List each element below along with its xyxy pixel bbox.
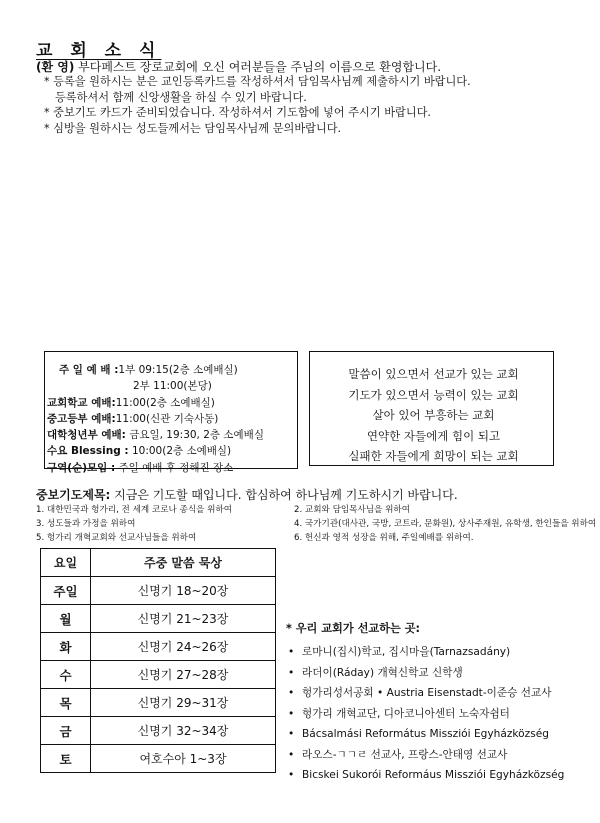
schedule-row [45, 443, 297, 459]
day-cell: 화 [41, 633, 91, 661]
bullet-icon: • [288, 707, 295, 720]
notice-bullet: * [44, 75, 50, 88]
schedule-label: 수요 Blessing : [47, 445, 129, 458]
welcome-line [36, 58, 441, 75]
church-motto-box [309, 351, 554, 466]
bullet-icon: • [288, 728, 295, 740]
day-cell: 월 [41, 605, 91, 633]
table-row [41, 717, 276, 745]
prayer-item: 1. 대한민국과 헝가리, 전 세계 코로나 종식을 위하여 [36, 505, 233, 515]
notice-list [44, 74, 471, 136]
motto-line: 기도가 있으면서 능력이 있는 교회 [348, 387, 519, 402]
schedule-row [45, 427, 297, 443]
day-cell: 수 [41, 661, 91, 689]
prayer-row [36, 503, 596, 517]
schedule-value: 10:00(2층 소예배실) [128, 445, 232, 458]
table-row [41, 577, 276, 605]
mission-text: 헝가리 개혁교단, 디아코니아센터 노숙자쉼터 [302, 707, 510, 720]
schedule-label: 중고등부 예배: [47, 412, 116, 425]
notice-item [44, 105, 471, 121]
bullet-icon: • [288, 769, 295, 781]
mission-text: 헝가리성서공회 • Austria Eisenstadt-이준승 선교사 [302, 687, 552, 699]
table-header-row [41, 549, 276, 577]
reading-cell: 신명기 18~20장 [91, 577, 276, 605]
schedule-label: 교회학교 예배: [47, 396, 116, 409]
motto-line: 살아 있어 부흥하는 교회 [372, 408, 495, 422]
notice-bullet: * [44, 121, 50, 135]
notice-text: 등록을 원하시는 분은 교인등록카드를 작성하셔서 담임목사님께 제출하시기 바랍니다. [53, 75, 471, 88]
schedule-value: 1부 09:15(2층 소예배실) [118, 364, 238, 376]
notice-text: 중보기도 카드가 준비되었습니다. 작성하셔서 기도함에 넣어 주시기 바랍니다. [53, 106, 431, 119]
column-header-day: 요일 [41, 549, 91, 577]
prayer-heading [36, 486, 458, 503]
mission-text: Bicskei Sukorói Reformáus Missziói Egyházközség [302, 769, 565, 781]
mission-text: 로마니(집시)학교, 집시마을(Tarnazsadány) [302, 646, 511, 658]
welcome-label: (환 영) [36, 60, 75, 74]
reading-cell: 여호수아 1~3장 [91, 745, 276, 773]
notice-text-continued: 등록하셔서 함께 신앙생활을 하실 수 있기 바랍니다. [55, 90, 307, 104]
bullet-icon: • [288, 687, 295, 699]
welcome-text: 부다페스트 장로교회에 오신 여러분들을 주님의 이름으로 환영합니다. [74, 60, 442, 74]
mission-item [286, 724, 564, 745]
prayer-item: 2. 교회와 담임목사님을 위하여 [294, 505, 411, 515]
mission-item [286, 642, 564, 663]
notice-text: 심방을 원하시는 성도들께서는 담임목사님께 문의바랍니다. [53, 121, 342, 135]
reading-cell: 신명기 21~23장 [91, 605, 276, 633]
page-title: 교 회 소 식 [36, 41, 162, 61]
mission-item [286, 745, 564, 766]
mission-item [286, 683, 564, 704]
prayer-item: 3. 성도들과 가정을 위하여 [36, 519, 136, 529]
mission-text: 라더이(Ráday) 개혁신학교 신학생 [302, 666, 463, 679]
schedule-value: 2부 11:00(본당) [133, 380, 212, 393]
prayer-heading-label: 중보기도제목: [36, 488, 111, 502]
prayer-item: 5. 헝가리 개혁교회와 선교사님들을 위하여 [36, 533, 197, 543]
prayer-item: 4. 국가기관(대사관, 국방, 코트라, 문화원), 상사주재원, 유학생, 한인들을 위하여 [294, 519, 597, 529]
schedule-row [45, 362, 297, 378]
schedule-label: 구역(순)모임 : [47, 461, 116, 474]
schedule-row [45, 460, 297, 476]
column-header-reading: 주중 말씀 묵상 [91, 549, 276, 577]
schedule-value: 11:00(2층 소예배실) [115, 396, 215, 409]
reading-cell: 신명기 27~28장 [91, 661, 276, 689]
prayer-row [36, 531, 596, 545]
day-cell: 금 [41, 717, 91, 745]
mission-list [286, 620, 564, 786]
bullet-icon: • [288, 748, 295, 761]
reading-cell: 신명기 24~26장 [91, 633, 276, 661]
bible-reading-table [40, 548, 276, 773]
day-cell: 주일 [41, 577, 91, 605]
worship-schedule-box [44, 351, 298, 474]
schedule-label: 주 일 예 배 : [59, 364, 119, 376]
mission-item [286, 765, 564, 786]
day-cell: 목 [41, 689, 91, 717]
prayer-heading-text: 지금은 기도할 때입니다. 합심하여 하나님께 기도하시기 바랍니다. [110, 488, 458, 502]
motto-line: 실패한 자들에게 희망이 되는 교회 [348, 449, 519, 463]
schedule-label: 대학청년부 예배: [47, 429, 126, 442]
table-row [41, 689, 276, 717]
table-row [41, 745, 276, 773]
notice-item [44, 121, 471, 137]
table-row [41, 633, 276, 661]
notice-bullet: * [44, 106, 50, 119]
mission-text: 라오스-ㄱㄱㄹ 선교사, 프랑스-안태영 선교사 [302, 748, 508, 761]
reading-cell: 신명기 29~31장 [91, 689, 276, 717]
mission-item [286, 704, 564, 725]
day-cell: 토 [41, 745, 91, 773]
bullet-icon: • [288, 646, 295, 658]
schedule-value: 11:00(신관 기숙사동) [115, 412, 219, 425]
table-row [41, 605, 276, 633]
prayer-item: 6. 헌신과 영적 성장을 위해, 주일예배를 위하여. [294, 533, 474, 543]
mission-heading: * 우리 교회가 선교하는 곳: [286, 622, 420, 635]
schedule-row [45, 395, 297, 411]
mission-item [286, 663, 564, 684]
notice-item [44, 74, 471, 90]
schedule-row [45, 411, 297, 427]
prayer-row [36, 517, 596, 531]
bullet-icon: • [288, 666, 295, 679]
mission-text: Bácsalmási Református Missziói Egyházközség [302, 728, 549, 740]
schedule-value: 주일 예배 후 정해진 장소 [115, 461, 234, 474]
schedule-row [45, 378, 297, 394]
motto-line: 연약한 자들에게 힘이 되고 [366, 428, 501, 443]
schedule-value: 금요일, 19:30, 2층 소예배실 [125, 429, 264, 442]
table-row [41, 661, 276, 689]
prayer-list [36, 503, 596, 545]
motto-line: 말씀이 있으면서 선교가 있는 교회 [348, 367, 519, 381]
reading-cell: 신명기 32~34장 [91, 717, 276, 745]
